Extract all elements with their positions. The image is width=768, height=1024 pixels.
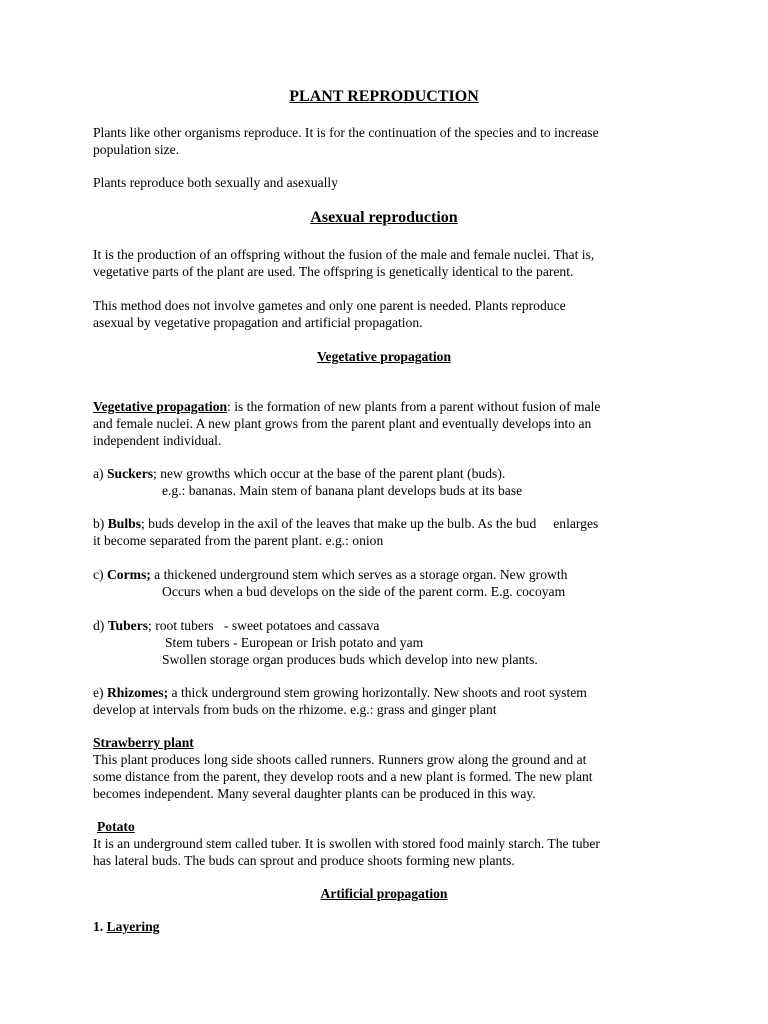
text-line: and female nuclei. A new plant grows from the parent plant and eventually develops into an — [93, 416, 592, 431]
text-fragment: a thickened underground stem which serves as a storage organ. New growth — [150, 567, 568, 582]
text-line: it become separated from the parent plant. e.g.: onion — [93, 533, 384, 548]
list-item-suckers — [93, 465, 683, 499]
text-fragment: ; buds develop in the axil of the leaves that make up the bulb. As the bud enlarges — [141, 516, 599, 531]
text-line — [93, 398, 683, 415]
text-line — [93, 465, 683, 482]
term-suckers: Suckers — [106, 466, 154, 481]
list-item-layering — [93, 918, 683, 935]
list-item-bulbs — [93, 515, 683, 549]
text-line: Occurs when a bud develops on the side of the parent corm. E.g. cocoyam — [162, 584, 566, 599]
page-title: PLANT REPRODUCTION — [289, 88, 479, 105]
intro-paragraph-2 — [93, 174, 683, 191]
vegetative-definition — [93, 398, 683, 449]
text-line: asexual by vegetative propagation and artificial propagation. — [93, 315, 423, 330]
term-bulbs: Bulbs — [107, 516, 141, 531]
section-heading-vegetative: Vegetative propagation — [316, 349, 452, 364]
subheading-strawberry: Strawberry plant — [93, 735, 194, 750]
list-marker: d) — [93, 618, 108, 633]
strawberry-section — [93, 734, 683, 802]
text-line: Plants reproduce both sexually and asexually — [93, 175, 338, 190]
intro-paragraph — [93, 124, 683, 158]
text-line: This plant produces long side shoots called runners. Runners grow along the ground and at — [93, 752, 587, 767]
text-line: has lateral buds. The buds can sprout and produce shoots forming new plants. — [93, 853, 515, 868]
text-line — [93, 684, 683, 701]
section-heading-asexual: Asexual reproduction — [310, 209, 458, 226]
text-line — [93, 617, 683, 634]
subheading-potato: Potato — [97, 819, 135, 834]
asexual-paragraph-2 — [93, 297, 683, 331]
section-heading-artificial: Artificial propagation — [320, 886, 448, 901]
text-line: independent individual. — [93, 433, 222, 448]
text-line: vegetative parts of the plant are used. The offspring is genetically identical to the parent. — [93, 264, 574, 279]
text-line: This method does not involve gametes and only one parent is needed. Plants reproduce — [93, 298, 566, 313]
text-fragment: : is the formation of new plants from a parent without fusion of male — [227, 399, 601, 414]
text-fragment: a thick underground stem growing horizontally. New shoots and root system — [168, 685, 587, 700]
text-line: It is the production of an offspring without the fusion of the male and female nuclei. That is, — [93, 247, 595, 262]
text-line — [93, 918, 683, 935]
asexual-paragraph-1 — [93, 246, 683, 280]
text-line: e.g.: bananas. Main stem of banana plant develops buds at its base — [162, 483, 523, 498]
term-rhizomes: Rhizomes; — [106, 685, 169, 700]
text-line — [93, 515, 683, 532]
list-marker: c) — [93, 567, 107, 582]
text-line: Swollen storage organ produces buds which develop into new plants. — [162, 652, 538, 667]
list-marker: e) — [93, 685, 107, 700]
text-line: becomes independent. Many several daughter plants can be produced in this way. — [93, 786, 536, 801]
text-fragment: ; root tubers - sweet potatoes and cassava — [148, 618, 380, 633]
text-line: It is an underground stem called tuber. It is swollen with stored food mainly starch. The tuber — [93, 836, 600, 851]
potato-section — [93, 818, 683, 869]
text-line: population size. — [93, 142, 180, 157]
text-fragment: ; new growths which occur at the base of the parent plant (buds). — [153, 466, 506, 481]
text-line — [93, 566, 683, 583]
term-corms: Corms; — [106, 567, 151, 582]
text-line: Plants like other organisms reproduce. It is for the continuation of the species and to increase — [93, 125, 599, 140]
term-layering: Layering — [106, 919, 160, 934]
list-marker: b) — [93, 516, 108, 531]
text-line: some distance from the parent, they develop roots and a new plant is formed. The new plant — [93, 769, 593, 784]
list-marker: a) — [93, 466, 107, 481]
term-tubers: Tubers — [107, 618, 149, 633]
list-marker: 1. — [93, 919, 107, 934]
list-item-rhizomes — [93, 684, 683, 718]
term-vegetative-propagation: Vegetative propagation — [93, 399, 228, 414]
text-line: develop at intervals from buds on the rhizome. e.g.: grass and ginger plant — [93, 702, 497, 717]
text-line: Stem tubers - European or Irish potato and yam — [165, 635, 424, 650]
list-item-tubers — [93, 617, 683, 668]
list-item-corms — [93, 566, 683, 600]
